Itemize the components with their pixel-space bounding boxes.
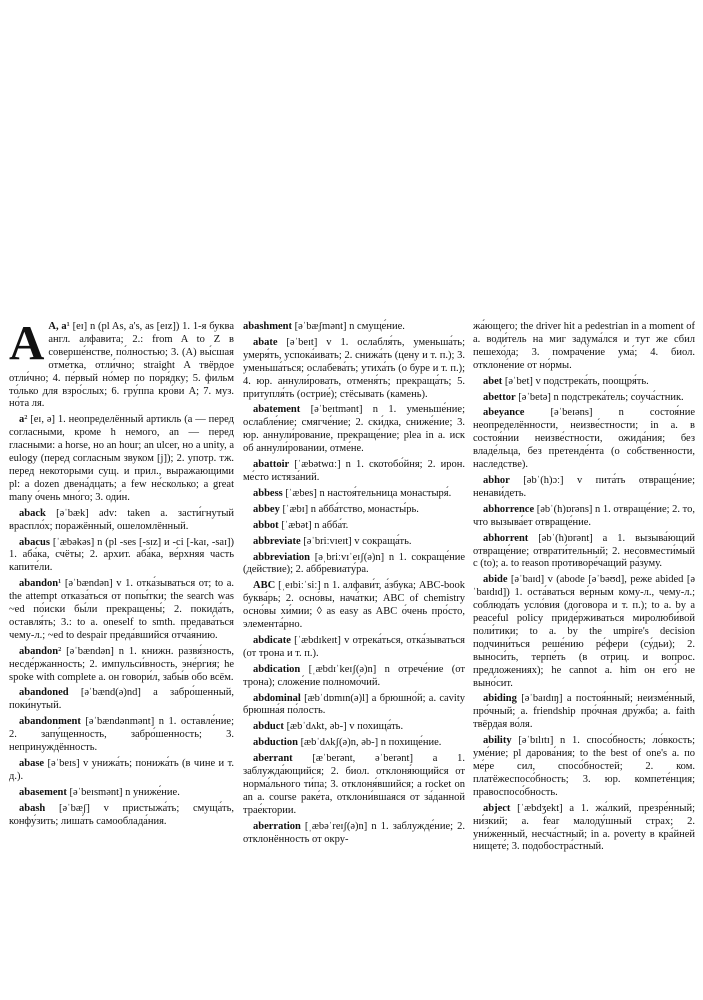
entry-definition: [əˈbaɪd] v (abode [əˈbəʊd], реже abided [əˈbaɪdɪd]) 1. оста́ваться ве́рным кому-л., чему-л.; соблюда́ть усло́вия (договора и т. п.); to a. by a peaceful policy приде́рживаться миролюби́вой поли́тики; to a. by the umpire's decision подчини́ться реше́нию ре́фери (су́дьи); 2. выноси́ть, терпе́ть (в отриц. и вопрос. предложениях); he cannot a. him он его́ не выно́сит. [473, 574, 695, 689]
entry-headword: A, a [48, 321, 67, 332]
entry-definition: ² [eɪ, ə] 1. неопределённый артикль (a — перед согласными, кроме h немого, an — перед гласными: a horse, но an hour; an ulcer, но a unity, a eulogy (перед согласным звуком [j]); 2. употр. тж. перед некоторыми сущ. и прил., выражающими pl: a dozen двена́дцать; a few не́сколько; a great many о́чень мно́го; 3. оди́н. [9, 414, 234, 503]
dictionary-entry [473, 574, 695, 690]
entry-definition: [əˈbænd(ə)nd] a забро́шенный, поки́нутый. [9, 687, 234, 712]
dictionary-entry [9, 646, 234, 685]
dictionary-entry [473, 735, 695, 800]
entry-headword: abate [253, 336, 278, 348]
dictionary-column-1 [9, 315, 234, 832]
entry-headword: abide [483, 574, 508, 586]
dictionary-entry [9, 687, 234, 713]
dictionary-entry [473, 533, 695, 572]
entry-definition: [əˈbeɪəns] n состоя́ние неопределённости, неизве́стности; in a. в состоя́нии неизве́стности, ожида́ния; без владе́льца, без претенде́нта (о собственности, наследстве). [473, 407, 695, 471]
entry-headword: abdication [253, 663, 301, 675]
dictionary-entry [9, 716, 234, 755]
entry-headword: abdicate [253, 634, 291, 646]
entry-headword: aback [19, 507, 46, 519]
dictionary-entry [243, 520, 465, 533]
dictionary-entry [9, 787, 234, 800]
entry-headword: ability [483, 735, 512, 747]
dictionary-entry [9, 803, 234, 829]
entry-headword: abacus [19, 536, 50, 548]
entry-definition: ¹ [eɪ] n (pl As, a's, as [eɪz]) 1. 1-я буква англ. алфавита; 2.: from A to Z в соверше́нстве, по́лностью; 3. (A) вы́сшая отме́тка, отли́чно; straight A твёрдое отли́чно; 4. пе́рвый но́мер по поря́дку; 5. фильм то́лько для взро́слых; 6. гру́ппа кро́ви A; 7. муз. но́та ля. [9, 321, 234, 410]
entry-definition: [ˈæbdʒekt] a 1. жа́лкий, презре́нный; ни́зкий; a. fear малоду́шный страх; 2. уни́женный, несча́стный; in a. poverty в кра́йней нищете́; 3. подобостра́стный. [473, 802, 695, 853]
entry-headword: abashment [243, 321, 293, 332]
entry-definition: [æbˈdɒmɪn(ə)l] a брюшно́й; a. cavity брюшна́я по́лость. [243, 692, 465, 717]
dictionary-entry [9, 758, 234, 784]
entry-headword: aberration [253, 820, 301, 832]
entry-definition: [æˈberənt, əˈberənt] a 1. заблужда́ющийся; 2. биол. отклоня́ющийся от норма́льного ти́па; 3. отклоня́вшийся; a rocket on an a. course раке́та, отклони́вшаяся от за́данной трае́ктории. [243, 753, 465, 816]
dictionary-entry [243, 737, 465, 750]
entry-definition: [əbˈ(h)ɒrənt] a 1. вызыва́ющий отвраще́ние; отврати́тельный; 2. несовмести́мый с (to); a. to reason противоре́чащий ра́зуму. [473, 532, 695, 570]
entry-definition: [ˈæbɪ] n абба́тство, монасты́рь. [279, 503, 419, 515]
entry-definition: [əˈbeɪtmənt] n 1. уменьше́ние; ослабле́ние; смягче́ние; 2. ски́дка, сниже́ние; 3. юр. аннули́рование, прекраще́ние; plea in a. иск об аннули́ровании, отме́не. [243, 404, 465, 455]
dictionary-entry [243, 552, 465, 578]
entry-definition: [əˈbæk] adv: taken a. засти́гнутый враспло́х; поражённый, ошеломлённый. [9, 507, 234, 532]
entry-definition: [əbˈ(h)ɒrəns] n 1. отвраще́ние; 2. то, что вызыва́ет отвраще́ние. [473, 503, 695, 528]
dictionary-column-2 [243, 321, 465, 850]
entry-definition: [ˈæbdɪkeɪt] v отрека́ться, отка́зываться (от трона и т. п.). [243, 634, 465, 659]
entry-definition: [ˈæbət] n абба́т. [278, 519, 349, 531]
entry-headword: aberrant [253, 753, 293, 765]
entry-headword: abatement [253, 404, 301, 416]
dictionary-entry [9, 414, 234, 504]
dictionary-entry [243, 321, 465, 334]
entry-definition: [ˈæbəkəs] n (pl -ses [-sɪz] и -ci [-kaɪ, -saɪ]) 1. аба́ка, счёты; 2. архит. аба́ка, ве́рхняя часть капите́ли. [9, 536, 234, 574]
dictionary-entry [243, 753, 465, 818]
entry-headword: abhorrence [483, 503, 535, 515]
entry-definition: [ˈæbətwɑː] n 1. скотобо́йня; 2. ирон. ме́сто истяза́ний. [243, 459, 465, 483]
entry-headword: abasement [19, 786, 67, 798]
entry-definition: ¹ [əˈbændən] v 1. отка́зываться от; to a. the attempt отказа́ться от попы́тки; the search was ~ed по́иски бы́ли прекращены́; 2. покида́ть, оставля́ть; 3.: to a. oneself to smth. предава́ться чему-л.; ~ed to despair преда́вшийся отча́янию. [9, 578, 234, 641]
entry-definition: [əˈbeɪsmənt] n униже́ние. [66, 786, 180, 798]
dictionary-entry [473, 475, 695, 501]
entry-headword: a [19, 414, 25, 426]
dictionary-entry [473, 803, 695, 855]
entry-definition: [əˈbæʃmənt] n смуще́ние. [292, 321, 405, 332]
entry-headword: abase [19, 758, 45, 769]
entry-headword: abiding [483, 693, 517, 705]
entry-definition: [əˈbaɪdɪŋ] a постоя́нный; неизме́нный, про́чный; a. friendship про́чная дру́жба; a. faith твёрдая во́ля. [473, 693, 695, 731]
dictionary-entry [243, 721, 465, 734]
entry-definition: [əˈbɪlɪtɪ] n 1. спосо́бность; ло́вкость; уме́ние; pl дарова́ния; to the best of one's a. по ме́ре сил, спосо́бностей; 2. ком. платёжеспосо́бность; 3. юр. компете́нция; правоспосо́бность. [473, 735, 695, 798]
dictionary-entry [243, 504, 465, 517]
entry-definition: [ˌeɪbiːˈsiː] n 1. алфави́т, а́збука; ABC-book буква́рь; 2. осно́вы, нача́тки; ABC of chemistry осно́вы хи́мии; ◊ as easy as ABC о́чень про́сто, элемента́рно. [243, 580, 465, 631]
dictionary-entry [473, 504, 695, 530]
entry-headword: abduction [253, 737, 298, 749]
dictionary-entry [9, 508, 234, 534]
entry-definition: [əˈbeɪs] v унижа́ть; понижа́ть (в чине и т. д.). [9, 758, 234, 782]
entry-definition: [ˈæbes] n настоя́тельница монастыря́. [282, 487, 452, 499]
entry-headword: abash [19, 802, 46, 814]
dictionary-entry [243, 404, 465, 456]
entry-definition: [əˈbeɪt] v 1. ослабля́ть, уменьша́ть; умеря́ть, успока́ивать; 2. снижа́ть (цену и т. п.); 3. уменьша́ться; ослабева́ть; утиха́ть (о буре и т. п.); 4. юр. аннули́ровать, отменя́ть; прекраща́ть; 5. притупля́ть (острие́); стёсывать (камень). [243, 336, 465, 400]
dictionary-entry [243, 536, 465, 549]
entry-definition: [əˈbet] v подстрека́ть, поощря́ть. [502, 375, 649, 387]
entry-definition: жа́ющего; the driver hit a pedestrian in a moment of a. води́тель на миг задума́лся и тут же сбил пешехо́да; 3. помраче́ние ума́; 4. биол. отклоне́ние от но́рмы. [473, 321, 695, 371]
entry-headword: ABC [253, 580, 276, 592]
entry-definition: [əˈbæʃ] v пристыжа́ть; смуща́ть, конфу́зить; лиша́ть самооблада́ния. [9, 802, 234, 827]
dictionary-entry [243, 635, 465, 661]
entry-definition: [əˈbændənmənt] n 1. оставле́ние; 2. запу́щенность, забро́шенность; 3. непринуждённость. [9, 716, 234, 754]
dictionary-entry [473, 376, 695, 389]
entry-headword: abandon [19, 578, 59, 590]
entry-headword: abject [483, 802, 511, 814]
entry-definition: ² [əˈbændən] n 1. книжн. развя́зность, несде́ржанность; 2. импульси́вность, эне́ргия; he spoke with complete a. он говори́л, забы́в обо всём. [9, 645, 234, 683]
entry-definition: [æbˈdʌkʃ(ə)n, əb-] n похище́ние. [297, 737, 442, 749]
dictionary-entry [473, 693, 695, 732]
entry-headword: abet [483, 375, 503, 387]
entry-definition: [ˌæbəˈreɪʃ(ə)n] n 1. заблужде́ние; 2. отклонённость от окру- [243, 820, 465, 845]
entry-headword: abettor [483, 391, 516, 403]
entry-definition: [ˌæbdɪˈkeɪʃ(ə)n] n отрече́ние (от трона); сложе́ние полномо́чий. [243, 663, 465, 688]
entry-definition: [əbˈ(h)ɔː] v пита́ть отвраще́ние; ненави́деть. [473, 474, 695, 499]
dictionary-entry [243, 580, 465, 632]
dictionary-column-3 [473, 321, 695, 857]
entry-definition: [əˈbriːvɪeɪt] v сокраща́ть. [300, 535, 412, 547]
dictionary-entry [9, 537, 234, 576]
entry-definition: [əˈbetə] n подстрека́тель; соуча́стник. [515, 391, 684, 403]
entry-definition: [æbˈdʌkt, əb-] v похища́ть. [283, 721, 404, 733]
dictionary-entry [243, 821, 465, 847]
entry-definition: [əˌbriːvɪˈeɪʃ(ə)n] n 1. сокраще́ние (действие); 2. аббревиату́ра. [243, 551, 465, 576]
entry-headword: abbot [253, 519, 279, 531]
dictionary-entry [9, 315, 234, 411]
dictionary-entry [243, 693, 465, 719]
entry-headword: abdominal [253, 692, 301, 704]
entry-headword: abandoned [19, 687, 69, 699]
dictionary-entry [243, 337, 465, 402]
dictionary-entry [473, 407, 695, 472]
dictionary-entry [243, 459, 465, 485]
dictionary-entry [473, 321, 695, 373]
entry-headword: abattoir [253, 459, 290, 471]
entry-headword: abandonment [19, 716, 81, 728]
dictionary-entry [243, 664, 465, 690]
entry-headword: abandon [19, 645, 59, 657]
entry-headword: abbey [253, 503, 280, 515]
entry-headword: abhorrent [483, 532, 529, 544]
dictionary-entry [9, 578, 234, 643]
drop-cap-letter: A [9, 315, 45, 370]
entry-headword: abbreviate [253, 535, 301, 547]
entry-headword: abbess [253, 487, 283, 499]
dictionary-entry [473, 392, 695, 405]
entry-headword: abbreviation [253, 551, 310, 563]
dictionary-entry [243, 488, 465, 501]
entry-headword: abhor [483, 474, 510, 486]
entry-headword: abeyance [483, 407, 525, 419]
entry-headword: abduct [253, 721, 284, 733]
